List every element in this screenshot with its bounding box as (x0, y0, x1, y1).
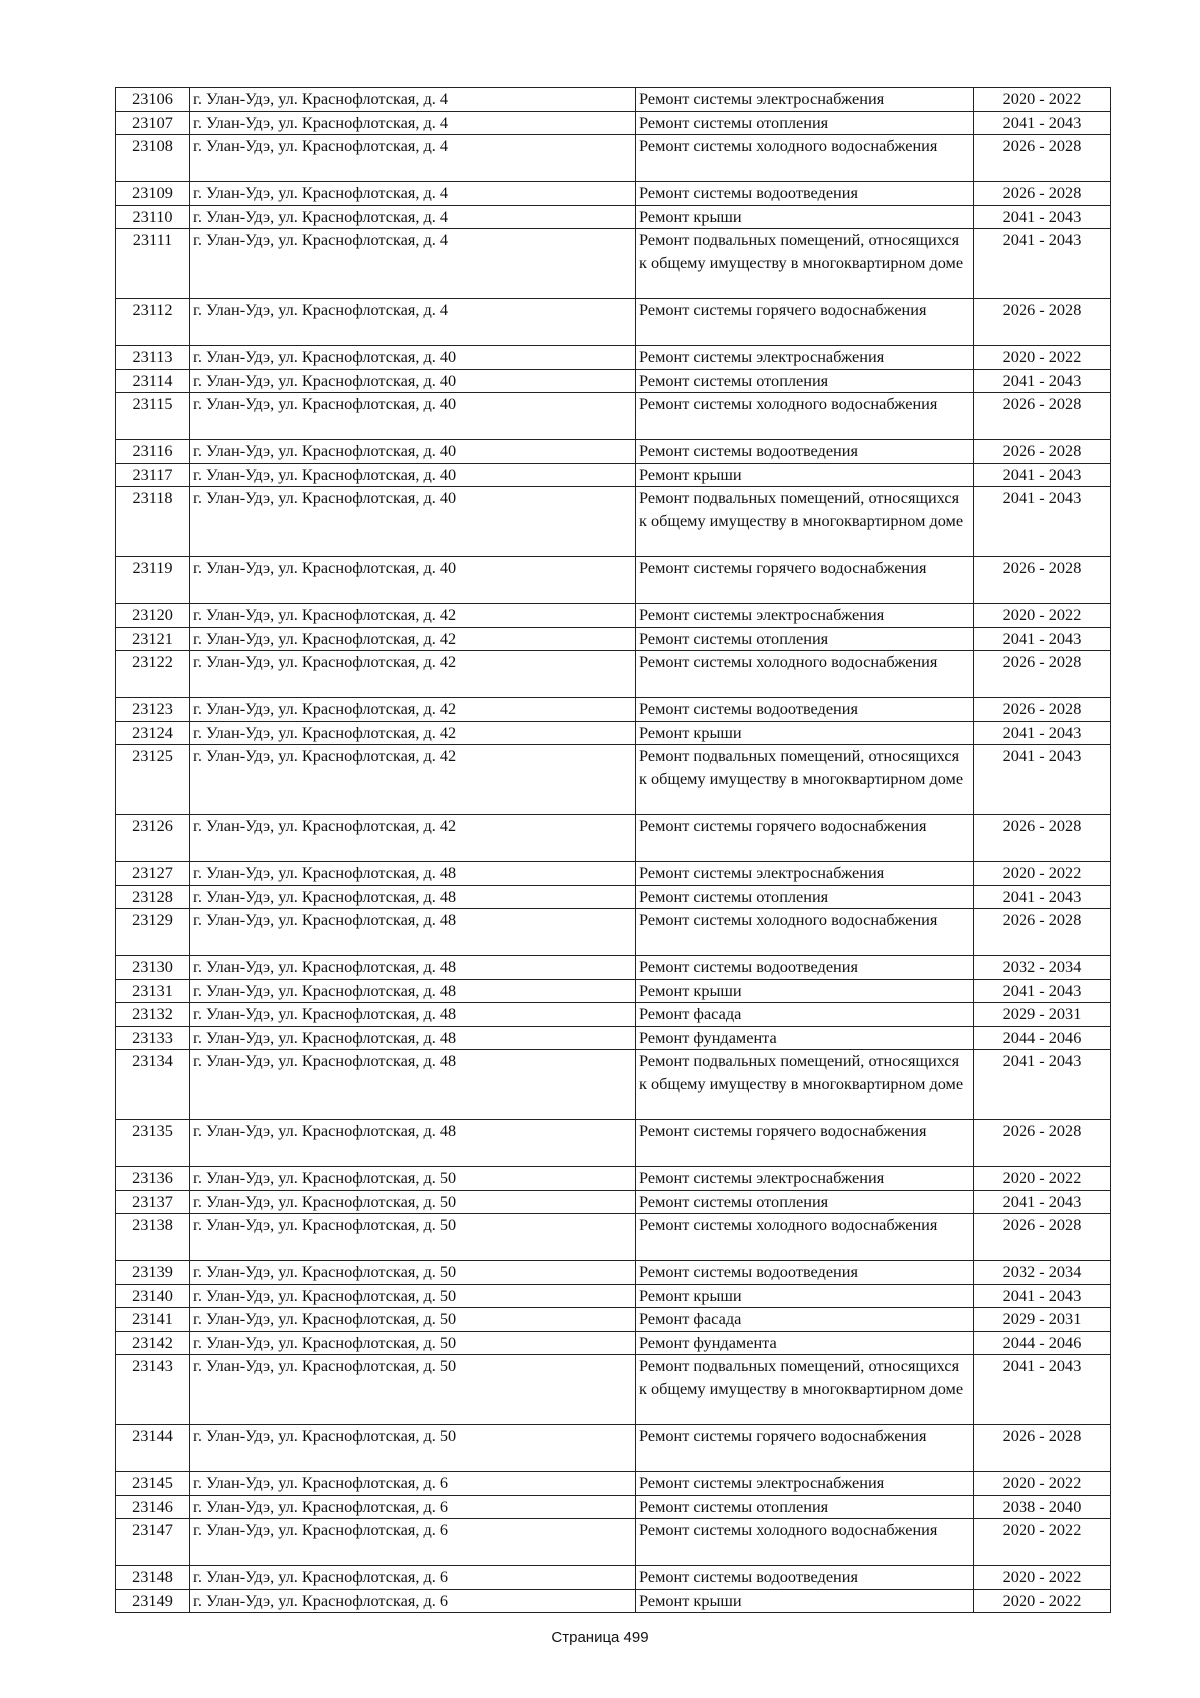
period-cell: 2026 - 2028 (974, 182, 1111, 206)
address-cell: г. Улан-Удэ, ул. Краснофлотская, д. 48 (190, 862, 636, 886)
row-number-cell: 23130 (116, 956, 190, 980)
address-cell: г. Улан-Удэ, ул. Краснофлотская, д. 42 (190, 721, 636, 745)
row-number-cell: 23108 (116, 135, 190, 182)
period-cell: 2041 - 2043 (974, 1284, 1111, 1308)
address-cell: г. Улан-Удэ, ул. Краснофлотская, д. 50 (190, 1284, 636, 1308)
address-cell: г. Улан-Удэ, ул. Краснофлотская, д. 50 (190, 1167, 636, 1191)
row-number-cell: 23145 (116, 1472, 190, 1496)
address-cell: г. Улан-Удэ, ул. Краснофлотская, д. 42 (190, 627, 636, 651)
row-number-cell: 23112 (116, 299, 190, 346)
work-type-cell: Ремонт крыши (636, 1284, 974, 1308)
table-row (116, 1284, 1111, 1308)
address-cell: г. Улан-Удэ, ул. Краснофлотская, д. 50 (190, 1190, 636, 1214)
period-cell: 2026 - 2028 (974, 1425, 1111, 1472)
address-cell: г. Улан-Удэ, ул. Краснофлотская, д. 50 (190, 1425, 636, 1472)
row-number-cell: 23144 (116, 1425, 190, 1472)
address-cell: г. Улан-Удэ, ул. Краснофлотская, д. 48 (190, 956, 636, 980)
table-row (116, 1472, 1111, 1496)
address-cell: г. Улан-Удэ, ул. Краснофлотская, д. 4 (190, 111, 636, 135)
row-number-cell: 23143 (116, 1355, 190, 1425)
row-number-cell: 23114 (116, 369, 190, 393)
row-number-cell: 23127 (116, 862, 190, 886)
table-row (116, 1425, 1111, 1472)
address-cell: г. Улан-Удэ, ул. Краснофлотская, д. 48 (190, 1003, 636, 1027)
address-cell: г. Улан-Удэ, ул. Краснофлотская, д. 42 (190, 651, 636, 698)
work-type-cell: Ремонт системы водоотведения (636, 1566, 974, 1590)
address-cell: г. Улан-Удэ, ул. Краснофлотская, д. 48 (190, 885, 636, 909)
row-number-cell: 23118 (116, 487, 190, 557)
table-row (116, 1261, 1111, 1285)
row-number-cell: 23107 (116, 111, 190, 135)
work-type-cell: Ремонт системы электроснабжения (636, 862, 974, 886)
row-number-cell: 23123 (116, 698, 190, 722)
address-cell: г. Улан-Удэ, ул. Краснофлотская, д. 6 (190, 1495, 636, 1519)
table-row (116, 369, 1111, 393)
period-cell: 2026 - 2028 (974, 909, 1111, 956)
row-number-cell: 23110 (116, 205, 190, 229)
row-number-cell: 23132 (116, 1003, 190, 1027)
work-type-cell: Ремонт системы горячего водоснабжения (636, 299, 974, 346)
address-cell: г. Улан-Удэ, ул. Краснофлотская, д. 4 (190, 88, 636, 112)
work-type-cell: Ремонт системы холодного водоснабжения (636, 909, 974, 956)
table-row (116, 1214, 1111, 1261)
table-row (116, 956, 1111, 980)
table-row (116, 463, 1111, 487)
address-cell: г. Улан-Удэ, ул. Краснофлотская, д. 50 (190, 1214, 636, 1261)
row-number-cell: 23120 (116, 604, 190, 628)
row-number-cell: 23140 (116, 1284, 190, 1308)
period-cell: 2026 - 2028 (974, 651, 1111, 698)
table-row (116, 1167, 1111, 1191)
work-type-cell: Ремонт крыши (636, 205, 974, 229)
row-number-cell: 23122 (116, 651, 190, 698)
period-cell: 2020 - 2022 (974, 862, 1111, 886)
work-type-cell: Ремонт системы водоотведения (636, 440, 974, 464)
work-type-cell: Ремонт системы холодного водоснабжения (636, 393, 974, 440)
address-cell: г. Улан-Удэ, ул. Краснофлотская, д. 50 (190, 1331, 636, 1355)
period-cell: 2026 - 2028 (974, 440, 1111, 464)
work-type-cell: Ремонт системы горячего водоснабжения (636, 815, 974, 862)
period-cell: 2041 - 2043 (974, 721, 1111, 745)
period-cell: 2020 - 2022 (974, 1589, 1111, 1613)
period-cell: 2020 - 2022 (974, 346, 1111, 370)
work-type-cell: Ремонт системы отопления (636, 111, 974, 135)
period-cell: 2020 - 2022 (974, 88, 1111, 112)
table-row (116, 557, 1111, 604)
period-cell: 2026 - 2028 (974, 815, 1111, 862)
period-cell: 2029 - 2031 (974, 1308, 1111, 1332)
address-cell: г. Улан-Удэ, ул. Краснофлотская, д. 40 (190, 393, 636, 440)
address-cell: г. Улан-Удэ, ул. Краснофлотская, д. 4 (190, 182, 636, 206)
period-cell: 2026 - 2028 (974, 557, 1111, 604)
table-row (116, 346, 1111, 370)
work-type-cell: Ремонт подвальных помещений, относящихся к общему имуществу в многоквартирном доме (636, 487, 974, 557)
period-cell: 2044 - 2046 (974, 1026, 1111, 1050)
table-row (116, 1331, 1111, 1355)
work-type-cell: Ремонт системы электроснабжения (636, 88, 974, 112)
period-cell: 2041 - 2043 (974, 1190, 1111, 1214)
work-type-cell: Ремонт крыши (636, 463, 974, 487)
period-cell: 2041 - 2043 (974, 487, 1111, 557)
table-row (116, 627, 1111, 651)
table-row (116, 1050, 1111, 1120)
table-row (116, 1120, 1111, 1167)
period-cell: 2041 - 2043 (974, 369, 1111, 393)
address-cell: г. Улан-Удэ, ул. Краснофлотская, д. 6 (190, 1519, 636, 1566)
table-row (116, 651, 1111, 698)
row-number-cell: 23137 (116, 1190, 190, 1214)
page-number: Страница 499 (551, 1629, 649, 1646)
address-cell: г. Улан-Удэ, ул. Краснофлотская, д. 42 (190, 604, 636, 628)
row-number-cell: 23133 (116, 1026, 190, 1050)
table-row (116, 979, 1111, 1003)
table-row (116, 1495, 1111, 1519)
row-number-cell: 23109 (116, 182, 190, 206)
address-cell: г. Улан-Удэ, ул. Краснофлотская, д. 40 (190, 346, 636, 370)
period-cell: 2041 - 2043 (974, 1050, 1111, 1120)
row-number-cell: 23131 (116, 979, 190, 1003)
row-number-cell: 23126 (116, 815, 190, 862)
address-cell: г. Улан-Удэ, ул. Краснофлотская, д. 42 (190, 815, 636, 862)
work-type-cell: Ремонт подвальных помещений, относящихся к общему имуществу в многоквартирном доме (636, 745, 974, 815)
table-row (116, 393, 1111, 440)
table-body (116, 88, 1111, 1613)
table-row (116, 721, 1111, 745)
work-type-cell: Ремонт системы водоотведения (636, 698, 974, 722)
address-cell: г. Улан-Удэ, ул. Краснофлотская, д. 4 (190, 205, 636, 229)
table-row (116, 1190, 1111, 1214)
address-cell: г. Улан-Удэ, ул. Краснофлотская, д. 50 (190, 1355, 636, 1425)
address-cell: г. Улан-Удэ, ул. Краснофлотская, д. 42 (190, 745, 636, 815)
period-cell: 2026 - 2028 (974, 1120, 1111, 1167)
work-type-cell: Ремонт системы отопления (636, 1495, 974, 1519)
row-number-cell: 23147 (116, 1519, 190, 1566)
address-cell: г. Улан-Удэ, ул. Краснофлотская, д. 48 (190, 979, 636, 1003)
row-number-cell: 23142 (116, 1331, 190, 1355)
table-row (116, 440, 1111, 464)
work-type-cell: Ремонт системы горячего водоснабжения (636, 1425, 974, 1472)
period-cell: 2020 - 2022 (974, 1566, 1111, 1590)
address-cell: г. Улан-Удэ, ул. Краснофлотская, д. 42 (190, 698, 636, 722)
address-cell: г. Улан-Удэ, ул. Краснофлотская, д. 4 (190, 229, 636, 299)
work-type-cell: Ремонт подвальных помещений, относящихся к общему имуществу в многоквартирном доме (636, 1355, 974, 1425)
address-cell: г. Улан-Удэ, ул. Краснофлотская, д. 48 (190, 1120, 636, 1167)
row-number-cell: 23115 (116, 393, 190, 440)
period-cell: 2020 - 2022 (974, 1167, 1111, 1191)
table-row (116, 299, 1111, 346)
period-cell: 2026 - 2028 (974, 1214, 1111, 1261)
row-number-cell: 23128 (116, 885, 190, 909)
table-row (116, 885, 1111, 909)
table-row (116, 135, 1111, 182)
work-type-cell: Ремонт фасада (636, 1308, 974, 1332)
table-row (116, 182, 1111, 206)
table-row (116, 698, 1111, 722)
address-cell: г. Улан-Удэ, ул. Краснофлотская, д. 48 (190, 1050, 636, 1120)
table-row (116, 1355, 1111, 1425)
work-type-cell: Ремонт фундамента (636, 1026, 974, 1050)
work-type-cell: Ремонт системы холодного водоснабжения (636, 1519, 974, 1566)
address-cell: г. Улан-Удэ, ул. Краснофлотская, д. 48 (190, 1026, 636, 1050)
period-cell: 2041 - 2043 (974, 745, 1111, 815)
row-number-cell: 23134 (116, 1050, 190, 1120)
table-row (116, 1519, 1111, 1566)
period-cell: 2029 - 2031 (974, 1003, 1111, 1027)
period-cell: 2041 - 2043 (974, 111, 1111, 135)
period-cell: 2026 - 2028 (974, 698, 1111, 722)
row-number-cell: 23141 (116, 1308, 190, 1332)
table-row (116, 229, 1111, 299)
work-type-cell: Ремонт системы отопления (636, 627, 974, 651)
address-cell: г. Улан-Удэ, ул. Краснофлотская, д. 40 (190, 487, 636, 557)
table-row (116, 604, 1111, 628)
row-number-cell: 23149 (116, 1589, 190, 1613)
address-cell: г. Улан-Удэ, ул. Краснофлотская, д. 48 (190, 909, 636, 956)
work-type-cell: Ремонт системы водоотведения (636, 956, 974, 980)
table-row (116, 1566, 1111, 1590)
row-number-cell: 23138 (116, 1214, 190, 1261)
table-row (116, 487, 1111, 557)
work-type-cell: Ремонт системы электроснабжения (636, 346, 974, 370)
work-type-cell: Ремонт системы горячего водоснабжения (636, 1120, 974, 1167)
address-cell: г. Улан-Удэ, ул. Краснофлотская, д. 6 (190, 1472, 636, 1496)
period-cell: 2026 - 2028 (974, 135, 1111, 182)
work-type-cell: Ремонт системы отопления (636, 369, 974, 393)
table-row (116, 88, 1111, 112)
period-cell: 2041 - 2043 (974, 627, 1111, 651)
address-cell: г. Улан-Удэ, ул. Краснофлотская, д. 50 (190, 1308, 636, 1332)
row-number-cell: 23117 (116, 463, 190, 487)
table-row (116, 111, 1111, 135)
period-cell: 2041 - 2043 (974, 205, 1111, 229)
work-type-cell: Ремонт подвальных помещений, относящихся к общему имуществу в многоквартирном доме (636, 229, 974, 299)
address-cell: г. Улан-Удэ, ул. Краснофлотская, д. 4 (190, 135, 636, 182)
row-number-cell: 23146 (116, 1495, 190, 1519)
address-cell: г. Улан-Удэ, ул. Краснофлотская, д. 6 (190, 1566, 636, 1590)
row-number-cell: 23135 (116, 1120, 190, 1167)
period-cell: 2041 - 2043 (974, 885, 1111, 909)
work-type-cell: Ремонт системы холодного водоснабжения (636, 135, 974, 182)
table-row (116, 862, 1111, 886)
work-type-cell: Ремонт системы электроснабжения (636, 1472, 974, 1496)
period-cell: 2020 - 2022 (974, 604, 1111, 628)
period-cell: 2041 - 2043 (974, 463, 1111, 487)
table-row (116, 815, 1111, 862)
row-number-cell: 23136 (116, 1167, 190, 1191)
row-number-cell: 23106 (116, 88, 190, 112)
period-cell: 2032 - 2034 (974, 1261, 1111, 1285)
row-number-cell: 23121 (116, 627, 190, 651)
work-type-cell: Ремонт системы водоотведения (636, 182, 974, 206)
repair-schedule-table (115, 87, 1111, 1613)
period-cell: 2044 - 2046 (974, 1331, 1111, 1355)
work-type-cell: Ремонт системы электроснабжения (636, 1167, 974, 1191)
work-type-cell: Ремонт системы отопления (636, 885, 974, 909)
period-cell: 2041 - 2043 (974, 1355, 1111, 1425)
period-cell: 2038 - 2040 (974, 1495, 1111, 1519)
work-type-cell: Ремонт крыши (636, 1589, 974, 1613)
row-number-cell: 23119 (116, 557, 190, 604)
work-type-cell: Ремонт системы электроснабжения (636, 604, 974, 628)
work-type-cell: Ремонт крыши (636, 721, 974, 745)
work-type-cell: Ремонт системы холодного водоснабжения (636, 1214, 974, 1261)
work-type-cell: Ремонт системы горячего водоснабжения (636, 557, 974, 604)
period-cell: 2041 - 2043 (974, 229, 1111, 299)
table-row (116, 1003, 1111, 1027)
table-row (116, 909, 1111, 956)
table-row (116, 1308, 1111, 1332)
work-type-cell: Ремонт системы водоотведения (636, 1261, 974, 1285)
row-number-cell: 23111 (116, 229, 190, 299)
work-type-cell: Ремонт фасада (636, 1003, 974, 1027)
row-number-cell: 23129 (116, 909, 190, 956)
row-number-cell: 23139 (116, 1261, 190, 1285)
work-type-cell: Ремонт системы холодного водоснабжения (636, 651, 974, 698)
work-type-cell: Ремонт подвальных помещений, относящихся к общему имуществу в многоквартирном доме (636, 1050, 974, 1120)
period-cell: 2041 - 2043 (974, 979, 1111, 1003)
work-type-cell: Ремонт фундамента (636, 1331, 974, 1355)
period-cell: 2020 - 2022 (974, 1472, 1111, 1496)
address-cell: г. Улан-Удэ, ул. Краснофлотская, д. 40 (190, 440, 636, 464)
address-cell: г. Улан-Удэ, ул. Краснофлотская, д. 6 (190, 1589, 636, 1613)
row-number-cell: 23113 (116, 346, 190, 370)
table-row (116, 205, 1111, 229)
work-type-cell: Ремонт системы отопления (636, 1190, 974, 1214)
address-cell: г. Улан-Удэ, ул. Краснофлотская, д. 50 (190, 1261, 636, 1285)
address-cell: г. Улан-Удэ, ул. Краснофлотская, д. 4 (190, 299, 636, 346)
period-cell: 2026 - 2028 (974, 393, 1111, 440)
address-cell: г. Улан-Удэ, ул. Краснофлотская, д. 40 (190, 369, 636, 393)
work-type-cell: Ремонт крыши (636, 979, 974, 1003)
table-row (116, 1026, 1111, 1050)
row-number-cell: 23148 (116, 1566, 190, 1590)
row-number-cell: 23125 (116, 745, 190, 815)
address-cell: г. Улан-Удэ, ул. Краснофлотская, д. 40 (190, 557, 636, 604)
table-row (116, 745, 1111, 815)
period-cell: 2026 - 2028 (974, 299, 1111, 346)
row-number-cell: 23124 (116, 721, 190, 745)
address-cell: г. Улан-Удэ, ул. Краснофлотская, д. 40 (190, 463, 636, 487)
table-row (116, 1589, 1111, 1613)
period-cell: 2032 - 2034 (974, 956, 1111, 980)
period-cell: 2020 - 2022 (974, 1519, 1111, 1566)
row-number-cell: 23116 (116, 440, 190, 464)
